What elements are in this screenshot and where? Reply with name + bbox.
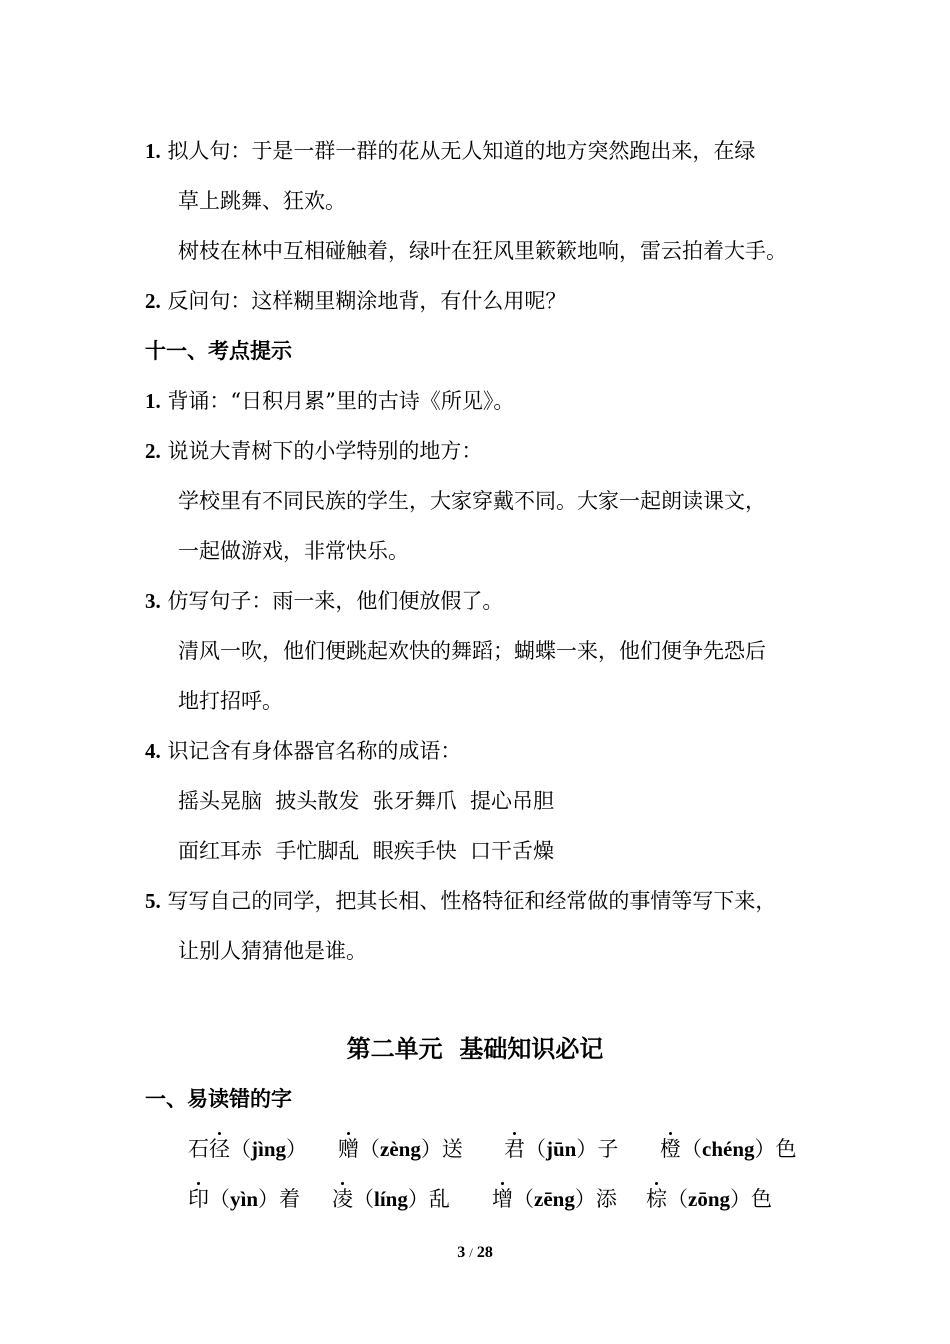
dotted-char: 印 (188, 1187, 209, 1211)
tip-2-answer-2: 一起做游戏，非常快乐。 (178, 539, 409, 563)
word-entry: 印（yìn）着 (188, 1187, 301, 1211)
section-heading-11: 十一、考点提示 (145, 338, 292, 363)
item-personification-1-cont: 草上跳舞、狂欢。 (178, 189, 346, 213)
word-entry: 橙（chéng）色 (660, 1137, 797, 1161)
tip-4 (145, 738, 461, 764)
idioms-row-2: 面红耳赤 手忙脚乱 眼疾手快 口干舌燥 (178, 839, 555, 863)
word-prefix: 石 (188, 1137, 209, 1161)
section-heading-1: 一、易读错的字 (145, 1086, 292, 1111)
tip-2-answer-1: 学校里有不同民族的学生，大家穿戴不同。大家一起朗读课文， (178, 489, 766, 513)
tip-2 (145, 438, 482, 464)
page-number: 3 (457, 1244, 466, 1261)
word-entry: 增（zēng）添 (492, 1187, 617, 1211)
word-suffix: 色 (751, 1187, 772, 1211)
item-personification-2: 树枝在林中互相碰触着，绿叶在狂风里簌簌地响，雷云拍着大手。 (178, 239, 787, 263)
word-suffix: 送 (441, 1137, 463, 1161)
page-footer (0, 1244, 950, 1262)
item-number: 1. (145, 139, 161, 163)
page-separator: / (469, 1245, 473, 1260)
tip-5 (145, 888, 776, 914)
word-suffix: 着 (279, 1187, 301, 1211)
page-total: 28 (476, 1244, 493, 1261)
pinyin: zèng (380, 1137, 421, 1161)
pinyin: zōng (688, 1187, 730, 1211)
dotted-char: 棕 (646, 1187, 667, 1211)
word-entry: 凌（líng）乱 (332, 1187, 450, 1211)
pinyin: jūn (546, 1137, 577, 1161)
dotted-char: 凌 (332, 1187, 353, 1211)
pinyin: chéng (702, 1137, 755, 1161)
item-text: 拟人句：于是一群一群的花从无人知道的地方突然跑出来，在绿 (167, 139, 756, 163)
item-rhetorical (145, 288, 566, 314)
item-text: 说说大青树下的小学特别的地方： (167, 439, 483, 463)
pinyin: líng (374, 1187, 408, 1211)
item-number: 4. (145, 739, 161, 763)
tip-3-answer-1: 清风一吹，他们便跳起欢快的舞蹈；蝴蝶一来，他们便争先恐后 (178, 639, 766, 663)
item-personification-1 (145, 138, 755, 164)
idioms-row-1: 摇头晃脑 披头散发 张牙舞爪 提心吊胆 (178, 789, 555, 813)
dotted-char: 橙 (660, 1137, 681, 1161)
item-text: 仿写句子：雨一来，他们便放假了。 (167, 589, 504, 613)
item-text: 背诵：“日积月累”里的古诗《所见》。 (167, 389, 515, 413)
item-number: 5. (145, 889, 161, 913)
word-suffix: 子 (597, 1137, 619, 1161)
dotted-char: 增 (492, 1187, 513, 1211)
item-number: 2. (145, 439, 161, 463)
tip-3-answer-2: 地打招呼。 (178, 689, 283, 713)
dotted-char: 君 (504, 1137, 525, 1161)
tip-5-cont: 让别人猜猜他是谁。 (178, 939, 367, 963)
word-suffix: 乱 (428, 1187, 450, 1211)
item-number: 3. (145, 589, 161, 613)
word-entry: 石径（jìng） (188, 1137, 308, 1161)
item-text: 反问句：这样糊里糊涂地背，有什么用呢？ (167, 289, 567, 313)
pinyin: zēng (534, 1187, 575, 1211)
word-entry: 赠（zèng）送 (338, 1137, 463, 1161)
item-number: 2. (145, 289, 161, 313)
tip-1 (145, 388, 514, 414)
word-suffix: 添 (595, 1187, 617, 1211)
item-text: 识记含有身体器官名称的成语： (167, 739, 462, 763)
word-entry: 君（jūn）子 (504, 1137, 619, 1161)
dotted-char: 赠 (338, 1137, 359, 1161)
pinyin: yìn (230, 1187, 259, 1211)
word-suffix: 色 (775, 1137, 797, 1161)
dotted-char: 径 (209, 1137, 230, 1161)
tip-3 (145, 588, 503, 614)
item-text: 写写自己的同学，把其长相、性格特征和经常做的事情等写下来， (167, 889, 777, 913)
item-number: 1. (145, 389, 161, 413)
unit-title: 第二单元 基础知识必记 (346, 1034, 604, 1063)
pinyin: jìng (251, 1137, 287, 1161)
word-entry: 棕（zōng）色 (646, 1187, 772, 1211)
